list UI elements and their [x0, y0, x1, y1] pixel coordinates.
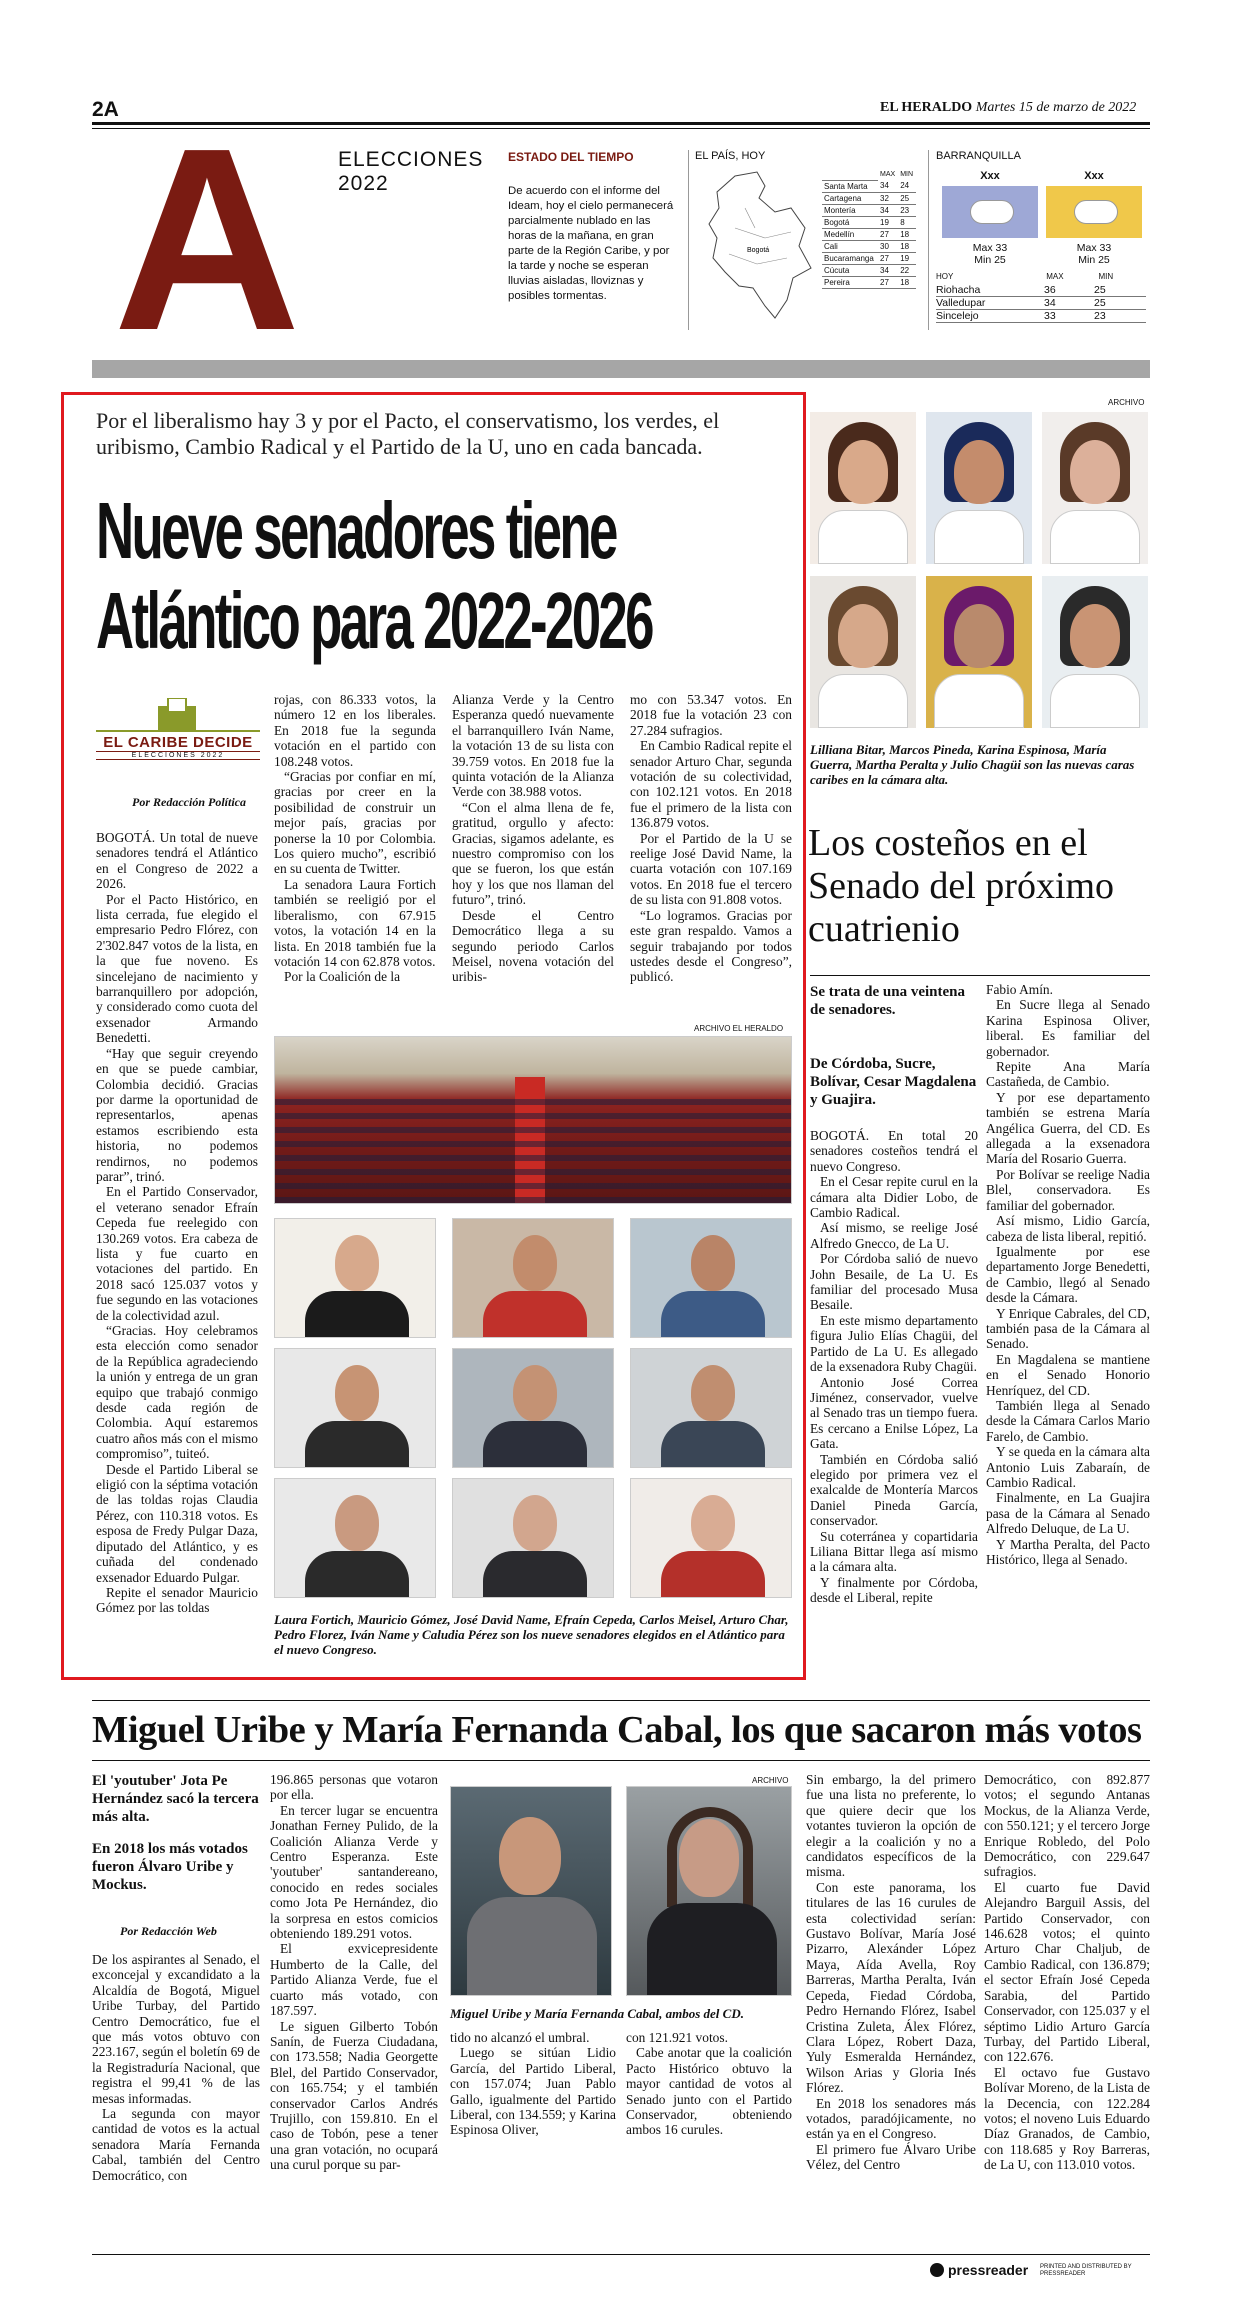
header-rule-thin: [92, 128, 1150, 129]
forecast-temps: [1046, 242, 1142, 266]
main-headline: [96, 486, 888, 666]
maria-fernanda-cabal-photo: [626, 1786, 792, 1996]
side-photo-credit: ARCHIVO: [1108, 398, 1145, 407]
caribe-decide-logo: [96, 698, 260, 768]
bottom-col3a-paragraph: Luego se sitúan Lidio García, del Partido Liberal, con 157.074; Juan Pablo Gallo, igualmente del Partido Liberal, con 134.559; y Karina Espinosa Oliver,: [450, 2045, 616, 2138]
weather-title: ESTADO DEL TIEMPO: [508, 150, 634, 164]
city-row: [822, 216, 916, 228]
main-col3-paragraph: Alianza Verde y la Centro Esperanza quedó nuevamente el barranquillero Iván Name, la votación 13 de su lista con 39.759 votos. En 2018 fue la quinta votación de la Alianza Verde con 38.988 votos.: [452, 692, 614, 800]
city-row: [822, 276, 916, 288]
main-col4-paragraph: En Cambio Radical repite el senador Arturo Char, segunda votación de su colectividad, con 102.121 votos. En 2018 fue el primero de la lista con 136.879 votos.: [630, 738, 792, 831]
bottom-col3b-paragraph: con 121.921 votos.: [626, 2030, 728, 2045]
main-headline-line2: Atlántico para 2022-2026: [96, 576, 652, 665]
bottom-photo-credit: ARCHIVO: [752, 1776, 789, 1785]
city-name: Medellín: [822, 228, 878, 240]
portrait-body: [661, 1291, 765, 1338]
portrait-face: [954, 440, 1004, 504]
bottom-column-3b: [626, 2030, 792, 2138]
page-number: 2A: [92, 98, 119, 121]
side-col2-paragraph: Igualmente por ese departamento Jorge Benedetti, de Cambio, llegó al Senado desde la Cámara.: [986, 1243, 1150, 1306]
side-col2-paragraph: Y por ese departamento también se estrena María Angélica Guerra, del CD. Es allegada a la exsenadora María del Rosario Guerra.: [986, 1089, 1150, 1167]
bottom-col3a-paragraph: tido no alcanzó el umbral.: [450, 2030, 590, 2045]
city-row: [822, 204, 916, 216]
side-col2-paragraph: Fabio Amín.: [986, 982, 1053, 997]
main-col2-paragraph: rojas, con 86.333 votos, la número 12 en los liberales. En 2018 fue la segunda votación en el partido con 108.248 votos.: [274, 692, 436, 769]
bottom-col5-paragraph: El octavo fue Gustavo Bolívar Moreno, de la Lista de la Decencia, con 122.284 votos; el noveno Luis Eduardo Díaz Granados, de Cambio, con 118.685 y Roy Barreras, de La U, con 113.010 votos.: [984, 2064, 1150, 2173]
caribe-decide-title: EL CARIBE DECIDE: [103, 734, 253, 751]
city-row: [822, 192, 916, 204]
city-max: 19: [878, 216, 898, 228]
side-col1-paragraph: Su coterránea y copartidaria Liliana Bittar llega así mismo a la cámara alta.: [810, 1528, 978, 1575]
portrait-body: [483, 1421, 587, 1468]
bottom-column-4: [806, 1772, 976, 2173]
bottom-rule: [92, 1700, 1150, 1701]
section-title-line1: ELECCIONES: [338, 148, 484, 171]
senator-portrait: [630, 1478, 792, 1598]
city-max: 34: [878, 204, 898, 216]
portrait-face: [838, 440, 888, 504]
forecast-min: Min 25: [974, 254, 1006, 266]
caribe-decide-sub: ELECCIONES 2022: [96, 751, 260, 760]
today-city: Valledupar: [936, 297, 986, 309]
side-caption: Lilliana Bitar, Marcos Pineda, Karina Espinosa, María Guerra, Martha Peralta y Julio Chagüi son las nuevas caras caribes en la cámara alta.: [810, 742, 1135, 787]
city-min: 22: [898, 264, 916, 276]
city-row: [822, 180, 916, 192]
main-col1-paragraph: Repite el senador Mauricio Gómez por las toldas: [96, 1584, 258, 1616]
portrait-face: [513, 1495, 557, 1551]
newspaper-name: EL HERALDO: [880, 100, 973, 115]
colombia-outline: [709, 172, 811, 318]
barranquilla-title: BARRANQUILLA: [936, 150, 1021, 162]
side-col1-paragraph: Por Córdoba salió de nuevo John Besaile, de La U. Es familiar del procesado Musa Besaile.: [810, 1251, 978, 1313]
side-column-2: [986, 982, 1150, 1567]
main-col4-paragraph: mo con 53.347 votos. En 2018 fue la votación 23 con 27.284 sufragios.: [630, 692, 792, 738]
footer-rule: [92, 2254, 1150, 2255]
portrait-body: [483, 1291, 587, 1338]
map-title: EL PAÍS, HOY: [695, 150, 766, 162]
side-portrait: [1042, 576, 1148, 728]
city-max: 27: [878, 252, 898, 264]
partly-sunny-icon: [1046, 186, 1142, 238]
section-title-line2: 2022: [338, 172, 389, 195]
city-max: 32: [878, 192, 898, 204]
side-deck-1: Se trata de una veintena de senadores.: [810, 984, 965, 1018]
portrait-body: [818, 674, 908, 728]
portrait-body: [305, 1291, 409, 1338]
colombia-map: [695, 168, 820, 328]
side-col1-paragraph: En el Cesar repite curul en la cámara alta Didier Lobo, de Cambio Radical.: [810, 1174, 978, 1221]
city-row: [822, 240, 916, 252]
city-name: Bogotá: [822, 216, 878, 228]
bottom-column-2: [270, 1772, 438, 2173]
side-col1-paragraph: En este mismo departamento figura Julio Elías Chagüi, del Partido de La U. Es allegado de la exsenadora Ruby Chagüi.: [810, 1312, 978, 1375]
side-portrait: [926, 412, 1032, 564]
bottom-col2-paragraph: 196.865 personas que votaron por ella.: [270, 1772, 438, 1803]
senator-portrait: [452, 1478, 614, 1598]
main-col2-paragraph: Por la Coalición de la: [284, 969, 401, 985]
city-max: 30: [878, 240, 898, 252]
main-col2-paragraph: La senadora Laura Fortich también se reeligió por el liberalismo, con 67.915 votos, la votación 14 en la lista. En 2018 también fue la votación 14 con 62.878 votos.: [274, 876, 436, 969]
portrait-body: [1050, 510, 1140, 564]
side-col1-paragraph: Y finalmente por Córdoba, desde el Liberal, repite: [810, 1574, 978, 1606]
portrait-body: [934, 674, 1024, 728]
bottom-col2-paragraph: En tercer lugar se encuentra Jonathan Ferney Pulido, de la Coalición Alianza Verde y Centro Esperanza. Este 'youtuber' santandereano, conocido en redes sociales como Jota Pe Hernández, dio la sorpresa en estos comicios obteniendo 189.291 votos.: [270, 1802, 438, 1942]
city-max: 27: [878, 228, 898, 240]
main-col1-paragraph: Desde el Partido Liberal se eligió con la séptima votación de las toldas rojas Claudia Pérez, con 110.318 votos. Es esposa de Fredy Pulgar Daza, diputado del Atlántico, y es cuñada del condenado exsenador Eduardo Pulgar.: [96, 1461, 258, 1585]
today-label: HOY: [936, 272, 954, 281]
main-kicker: Por el liberalismo hay 3 y por el Pacto, el conservatismo, los verdes, el uribismo, Cambio Radical y el Partido de la U, uno en cada bancada.: [96, 408, 720, 459]
side-col1-paragraph: Antonio José Correa Jiménez, conservador, vuelve al Senado tras un tiempo fuera. Es cercano a Enilse López, La Gata.: [810, 1374, 978, 1452]
pressreader-brand: pressreader: [948, 2262, 1029, 2278]
today-min: 25: [1094, 284, 1106, 296]
bottom-col4-paragraph: Sin embargo, la del primero fue una lista no preferente, lo que quiere decir que los votantes tuvieron la opción de elegir a la coalición y no a candidatos específicos de la misma.: [806, 1772, 976, 1880]
forecast-day-label: Xxx: [980, 170, 1000, 182]
side-col1-paragraph: También en Córdoba salió elegido por primera vez el exalcalde de Montería Marcos Daniel Pineda García, conservador.: [810, 1451, 978, 1529]
side-col2-paragraph: En Magdalena se mantiene en el Senado Honorio Henríquez, del CD.: [986, 1351, 1150, 1398]
main-headline-line1: Nueve senadores tiene: [96, 486, 616, 575]
today-city: Sincelejo: [936, 310, 979, 322]
today-row: [936, 284, 1146, 297]
city-min: 23: [898, 204, 916, 216]
bottom-col5-paragraph: Democrático, con 892.877 votos; el segundo Antanas Mockus, de la Alianza Verde, con 550.121; y el tercero Jorge Enrique Robledo, del Polo Democrático, con 229.647 sufragios.: [984, 1772, 1150, 1880]
bottom-col2-paragraph: El exvicepresidente Humberto de la Calle, del Partido Alianza Verde, fue el cuarto más votado, con 187.597.: [270, 1941, 438, 2019]
main-col1-paragraph: Por el Pacto Histórico, en lista cerrada, fue elegido el empresario Pedro Flórez, con 2'302.847 votos de la lista, en la que fue noveno. Es sincelejano de nacimiento y barranquillero por adopción, y considerado como cuota del exsenador Armando Benedetti.: [96, 891, 258, 1046]
side-portrait: [926, 576, 1032, 728]
forecast-min: Min 25: [1078, 254, 1110, 266]
today-max: 33: [1044, 310, 1056, 322]
forecast-max: Max 33: [972, 242, 1008, 254]
portrait-body: [483, 1551, 587, 1598]
col-min-label: MIN: [900, 170, 914, 178]
bottom-deck-2: En 2018 los más votados fueron Álvaro Uribe y Mockus.: [92, 1841, 248, 1893]
city-name: Cúcuta: [822, 264, 878, 276]
bottom-col1-paragraph: De los aspirantes al Senado, el exconcejal y excandidato a la Alcaldía de Bogotá, Miguel Uribe Turbay, del Partido Centro Democrático, fue el que más votos obtuvo con 223.167, según el boletín 69 de la Registraduría Nacional, que registra el 99,41 % de las mesas informadas.: [92, 1952, 260, 2106]
side-col2-paragraph: Repite Ana María Castañeda, de Cambio.: [986, 1059, 1150, 1090]
city-max: 34: [878, 264, 898, 276]
side-col2-paragraph: En Sucre llega al Senado Karina Espinosa Oliver, liberal. Es familiar del gobernador.: [986, 997, 1150, 1059]
portrait-body: [818, 510, 908, 564]
side-column-1: [810, 1128, 978, 1606]
portrait-face: [954, 604, 1004, 668]
city-name: Santa Marta: [822, 180, 878, 192]
miguel-uribe-face: [499, 1817, 561, 1895]
main-col2-paragraph: “Gracias por confiar en mí, gracias por creer en la posibilidad de construir un mejor país, gracias por ponerse la 10 por Colombia. Los quiero mucho”, escribió en su cuenta de Twitter.: [274, 769, 436, 877]
side-portrait: [810, 412, 916, 564]
bottom-deck-1: El 'youtuber' Jota Pe Hernández sacó la tercera más alta.: [92, 1773, 259, 1825]
bottom-col1-paragraph: La segunda con mayor cantidad de votos es la actual senadora María Fernanda Cabal, también del Centro Democrático, con: [92, 2106, 260, 2183]
senator-portrait: [630, 1218, 792, 1338]
issue-date: Martes 15 de marzo de 2022: [975, 100, 1137, 115]
portrait-face: [513, 1235, 557, 1291]
side-rule: [810, 975, 1150, 976]
cities-table: [822, 168, 916, 289]
today-row: [936, 297, 1146, 310]
main-col1-paragraph: “Gracias. Hoy celebramos esta elección como senador de la República agradeciendo la unión y entrega de un gran equipo que trabajó conmigo desde cada región de Colombia. Aquí estaremos cuatro años más con el mismo compromiso”, tuiteó.: [96, 1323, 258, 1462]
portrait-body: [305, 1421, 409, 1468]
col-max-label: MAX: [880, 170, 896, 178]
city-name: Cartagena: [822, 192, 878, 204]
miguel-uribe-suit: [467, 1897, 597, 1996]
today-header: [936, 272, 1146, 281]
portrait-face: [513, 1365, 557, 1421]
bottom-column-3a: [450, 2030, 616, 2138]
main-column-1: [96, 830, 258, 1616]
side-headline: Los costeños en el Senado del próximo cuatrienio: [808, 822, 1115, 950]
city-min: 24: [898, 180, 916, 192]
bottom-col3b-paragraph: Cabe anotar que la coalición Pacto Histórico obtuvo la mayor cantidad de votos al Senado junto con el Partido Conservador, obteniendo ambos 16 curules.: [626, 2045, 792, 2138]
city-min: 18: [898, 228, 916, 240]
bottom-headline-rule: [92, 1760, 1150, 1761]
bottom-column-5: [984, 1772, 1150, 2173]
main-column-2: [274, 692, 436, 985]
miguel-uribe-photo: [450, 1786, 612, 1996]
bottom-caption: Miguel Uribe y María Fernanda Cabal, ambos del CD.: [450, 2006, 744, 2021]
main-byline: Por Redacción Política: [132, 795, 246, 809]
portrait-face: [335, 1495, 379, 1551]
city-min: 18: [898, 240, 916, 252]
city-row: [822, 264, 916, 276]
header-grey-band: [92, 360, 1150, 378]
main-col1-paragraph: En el Partido Conservador, el veterano senador Efraín Cepeda fue reelegido con 130.269 votos. Era cabeza de lista y fue cuarto en votaciones del partido. En 2018 sacó 125.037 votos y fue segundo en las votaciones de la colectividad azul.: [96, 1184, 258, 1323]
section-letter: A: [113, 140, 301, 340]
city-max: 34: [878, 180, 898, 192]
congress-photo: [274, 1036, 792, 1204]
forecast-divider: [928, 150, 929, 330]
footer-fine-print: PRINTED AND DISTRIBUTED BY PRESSREADER: [1040, 2264, 1132, 2277]
forecast-day-label: Xxx: [1084, 170, 1104, 182]
bottom-col5-paragraph: El cuarto fue David Alejandro Barguil Assis, del Partido Conservador, con 146.628 votos; el quinto Arturo Char Chaljub, de Cambio Radical, con 136.879; el sector Efraín José Cepeda Sarabia, del Partido Conservador, con 125.037 y el séptimo Lidio Arturo García Turbay, del Partido Liberal, con 122.676.: [984, 1879, 1150, 2065]
header-rule: [92, 122, 1150, 125]
today-min: 23: [1094, 310, 1106, 322]
main-column-4: [630, 692, 792, 985]
today-row: [936, 310, 1146, 323]
city-name: Montería: [822, 204, 878, 216]
forecast-max: Max 33: [1076, 242, 1112, 254]
portrait-body: [1050, 674, 1140, 728]
section-title: [338, 148, 483, 196]
cabal-hair: [667, 1807, 753, 1907]
bottom-col2-paragraph: Le siguen Gilberto Tobón Sanín, de Fuerza Ciudadana, con 173.558; Nadia Georgette Blel, del Partido Conservador, con 165.754; y el también conservador Carlos Andrés Trujillo, con 159.810. En el caso de Tobón, pese a tener una gran votación, no ocupará una curul porque su par-: [270, 2018, 438, 2173]
city-name: Bucaramanga: [822, 252, 878, 264]
bottom-col4-paragraph: El primero fue Álvaro Uribe Vélez, del Centro: [806, 2141, 976, 2173]
congress-seats: [275, 1099, 792, 1204]
today-min: 25: [1094, 297, 1106, 309]
side-portrait: [1042, 412, 1148, 564]
main-col4-paragraph: Por el Partido de la U se reelige José David Name, la cuarta votación con 107.169 votos. En 2018 fue el tercero de su lista con 91.808 votos.: [630, 830, 792, 908]
cabal-jacket: [647, 1903, 777, 1996]
side-deck-2: De Córdoba, Sucre, Bolívar, Cesar Magdalena y Guajira.: [810, 1056, 977, 1108]
city-row: [822, 228, 916, 240]
main-column-3: [452, 692, 614, 985]
weather-divider: [688, 150, 689, 330]
senator-portrait: [274, 1478, 436, 1598]
main-col4-paragraph: “Lo logramos. Gracias por este gran respaldo. Vamos a seguir trabajando por todos ustedes desde el Congreso”, publicó.: [630, 907, 792, 985]
portrait-face: [691, 1495, 735, 1551]
side-col1-paragraph: Así mismo, se reelige José Alfredo Gnecco, de La U.: [810, 1220, 978, 1251]
city-max: 27: [878, 276, 898, 288]
main-col1-paragraph: “Hay que seguir creyendo en que se puede cambiar, Colombia decidió. Gracias por darme la oportunidad de representarlos, apenas estamos escribiendo esta historia, no podemos rendirnos, no podemos parar”, trinó.: [96, 1045, 258, 1184]
today-min-label: MIN: [1098, 272, 1114, 281]
portrait-body: [661, 1551, 765, 1598]
city-row: [822, 252, 916, 264]
bottom-headline: Miguel Uribe y María Fernanda Cabal, los que sacaron más votos: [92, 1709, 1142, 1751]
senator-portrait: [274, 1218, 436, 1338]
ballot-box-icon: [96, 698, 260, 732]
weather-text: De acuerdo con el informe del Ideam, hoy el cielo permanecerá parcialmente nublado en las horas de la mañana, en gran parte de la Región Caribe, y por la tarde y noche se esperan lluvias aisladas, lloviznas y posibles tormentas.: [508, 185, 674, 302]
portrait-body: [661, 1421, 765, 1468]
city-min: 19: [898, 252, 916, 264]
senator-portrait: [274, 1348, 436, 1468]
bottom-col4-paragraph: Con este panorama, los titulares de las 16 curules de esta colectividad serían: Gustavo Bolívar, María José Pizarro, Alexánder López Maya, Aída Avella, Roy Barreras, Martha Peralta, Iván Cepeda, Fiedad Córdoba, Pedro Hernando Flórez, Isabel Cristina Zuleta, Álex Flórez, Clara López, Robert Daza, Yuly Esmeralda Hernández, Wilson Arias y Gloria Inés Flórez.: [806, 1879, 976, 2096]
side-portrait: [810, 576, 916, 728]
pressreader-logo: [930, 2262, 1028, 2278]
cities-table-header: [822, 168, 916, 180]
senator-portrait: [452, 1348, 614, 1468]
side-col2-paragraph: Y Enrique Cabrales, del CD, también pasa de la Cámara al Senado.: [986, 1305, 1150, 1352]
forecast-temps: [942, 242, 1038, 266]
city-name: Pereira: [822, 276, 878, 288]
bottom-col4-paragraph: En 2018 los senadores más votados, paradójicamente, no están ya en el Congreso.: [806, 2095, 976, 2142]
side-col2-paragraph: Y se queda en la cámara alta Antonio Luis Zabaraín, de Cambio Radical.: [986, 1444, 1150, 1490]
map-internal-lines: [729, 208, 791, 264]
main-caption: Laura Fortich, Mauricio Gómez, José David Name, Efraín Cepeda, Carlos Meisel, Arturo Char, Pedro Florez, Iván Name y Caludia Pérez son los nueve senadores elegidos en el Atlántico para el nuevo Congreso.: [274, 1612, 789, 1657]
portrait-body: [934, 510, 1024, 564]
today-max: 34: [1044, 297, 1056, 309]
portrait-face: [1070, 440, 1120, 504]
portrait-face: [1070, 604, 1120, 668]
today-max: 36: [1044, 284, 1056, 296]
cloudy-icon: [942, 186, 1038, 238]
city-min: 18: [898, 276, 916, 288]
side-col2-paragraph: Finalmente, en La Guajira pasa de la Cámara al Senado Alfredo Deluque, de La U.: [986, 1490, 1150, 1537]
portrait-face: [691, 1365, 735, 1421]
pressreader-icon: [930, 2263, 944, 2277]
portrait-face: [838, 604, 888, 668]
senator-portrait: [452, 1218, 614, 1338]
main-col3-paragraph: Desde el Centro Democrático llega a su segundo periodo Carlos Meisel, novena votación del uribis-: [452, 907, 614, 985]
side-col2-paragraph: También llega al Senado desde la Cámara Carlos Mario Farelo, de Cambio.: [986, 1397, 1150, 1444]
today-city: Riohacha: [936, 284, 981, 296]
portrait-body: [305, 1551, 409, 1598]
map-label-bogota: Bogotá: [747, 247, 770, 254]
senator-portrait: [630, 1348, 792, 1468]
portrait-face: [691, 1235, 735, 1291]
newspaper-date-line: [880, 100, 1136, 116]
side-col1-paragraph: BOGOTÁ. En total 20 senadores costeños tendrá el nuevo Congreso.: [810, 1128, 978, 1174]
city-min: 25: [898, 192, 916, 204]
today-max-label: MAX: [1046, 272, 1064, 281]
city-min: 8: [898, 216, 916, 228]
bottom-byline: Por Redacción Web: [120, 1924, 217, 1938]
side-col2-paragraph: Y Martha Peralta, del Pacto Histórico, llega al Senado.: [986, 1536, 1150, 1568]
portrait-face: [335, 1365, 379, 1421]
side-col2-paragraph: Por Bolívar se reelige Nadia Blel, conservadora. Es familiar del gobernador.: [986, 1166, 1150, 1213]
portrait-face: [335, 1235, 379, 1291]
city-name: Cali: [822, 240, 878, 252]
main-col3-paragraph: “Con el alma llena de fe, gratitud, orgullo y afecto: Gracias, sigamos adelante, es nuestro compromiso con los que se fueron, los que están hoy y los que nos llaman del futuro”, trinó.: [452, 799, 614, 908]
side-col2-paragraph: Así mismo, Lidio García, cabeza de lista liberal, repitió.: [986, 1213, 1150, 1244]
main-photo-credit: ARCHIVO EL HERALDO: [694, 1024, 784, 1033]
bottom-column-1: [92, 1952, 260, 2183]
main-col1-paragraph: BOGOTÁ. Un total de nueve senadores tendrá el Atlántico en el Congreso de 2022 a 2026.: [96, 830, 258, 892]
